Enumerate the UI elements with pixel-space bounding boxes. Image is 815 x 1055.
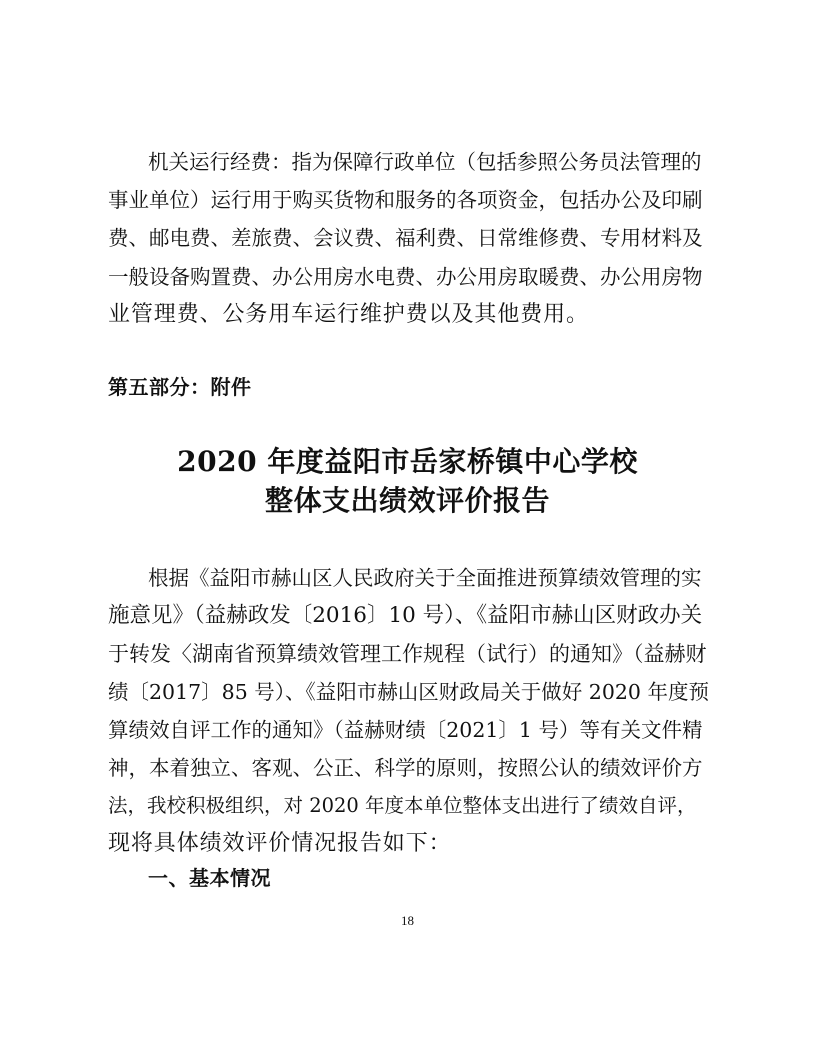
section-heading: 第五部分：附件 <box>108 375 252 399</box>
intro-line: 算绩效自评工作的通知》（益赫财绩〔2021〕1 号）等有关文件精 <box>108 718 703 742</box>
report-title-line-2: 整体支出绩效评价报告 <box>264 484 550 517</box>
page-number: 18 <box>401 913 414 928</box>
intro-line: 神，本着独立、客观、公正、科学的原则，按照公认的绩效评价方 <box>108 756 703 780</box>
definition-line: 一般设备购置费、办公用房水电费、办公用房取暖费、办公用房物 <box>108 265 703 289</box>
report-title-line-1: 2020 年度益阳市岳家桥镇中心学校 <box>177 445 638 478</box>
intro-line: 根据《益阳市赫山区人民政府关于全面推进预算绩效管理的实 <box>148 566 702 590</box>
definition-line: 业管理费、公务用车运行维护费以及其他费用。 <box>108 302 589 327</box>
definition-line: 事业单位）运行用于购买货物和服务的各项资金，包括办公及印刷 <box>108 188 703 212</box>
definition-line: 机关运行经费：指为保障行政单位（包括参照公务员法管理的 <box>148 150 702 174</box>
intro-line: 现将具体绩效评价情况报告如下： <box>108 831 452 856</box>
intro-line: 于转发〈湖南省预算绩效管理工作规程（试行）的通知》（益赫财 <box>108 642 707 666</box>
definition-line: 费、邮电费、差旅费、会议费、福利费、日常维修费、专用材料及 <box>108 226 703 250</box>
intro-line: 法，我校积极组织，对 2020 年度本单位整体支出进行了绩效自评， <box>108 794 697 817</box>
intro-line: 施意见》（益赫政发〔2016〕10 号）、《益阳市赫山区财政办关 <box>108 603 703 628</box>
subsection-heading: 一、基本情况 <box>148 866 271 890</box>
intro-line: 绩〔2017〕85 号）、《益阳市赫山区财政局关于做好 2020 年度预 <box>108 680 709 704</box>
